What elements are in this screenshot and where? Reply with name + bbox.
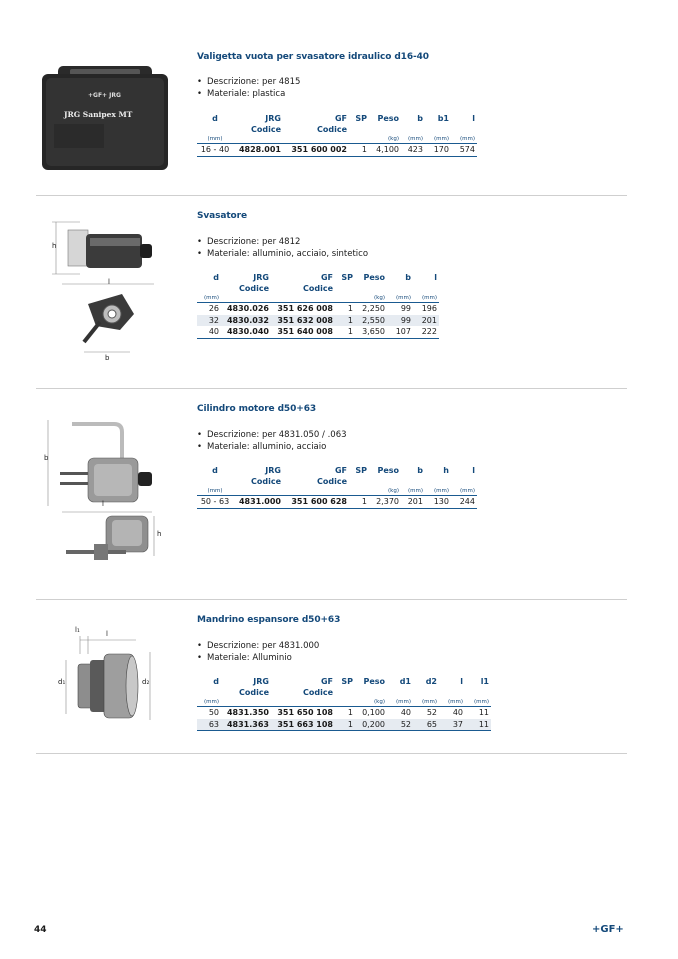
col-header: GF <box>320 677 333 686</box>
cell-b: 423 <box>401 144 425 157</box>
table-header-row <box>197 676 491 687</box>
cell-b: 99 <box>387 315 413 327</box>
case-name-label: JRG Sanipex MT <box>64 110 133 119</box>
section-divider <box>36 753 627 754</box>
col-header: Peso <box>363 677 385 686</box>
col-header: Peso <box>363 273 385 282</box>
cell-d2: 65 <box>413 719 439 731</box>
unit-label: (mm) <box>413 698 439 707</box>
section-divider <box>36 388 627 389</box>
cell-l: 201 <box>413 315 439 327</box>
col-header: JRG <box>265 114 281 123</box>
cell-weight: 2,250 <box>362 304 385 313</box>
dim-label-b: b <box>105 354 110 362</box>
cell-l: 37 <box>439 719 465 731</box>
col-header: l <box>434 273 437 282</box>
col-header: d2 <box>425 677 437 686</box>
cell-jrg-code: 4831.000 <box>233 496 283 509</box>
cell-d: 63 <box>197 719 221 731</box>
unit-label: (mm) <box>387 698 413 707</box>
unit-label: (mm) <box>401 487 425 496</box>
table-row <box>197 315 439 327</box>
unit-label: (mm) <box>425 487 451 496</box>
bullet-item: • Descrizione: per 4812 <box>197 237 301 247</box>
cell-d1: 40 <box>400 708 411 717</box>
cell-sp: 1 <box>349 144 369 157</box>
gf-logo: +GF+ <box>592 924 624 935</box>
col-header: l <box>472 114 475 123</box>
section-title-expander-mandrel: Mandrino espansore d50+63 <box>197 615 341 625</box>
cell-l: 40 <box>452 708 463 717</box>
cell-d1: 52 <box>387 719 413 731</box>
unit-label: (mm) <box>197 698 221 707</box>
section-title-case: Valigetta vuota per svasatore idraulico d16-40 <box>197 52 429 62</box>
dim-label-h: h <box>52 242 57 250</box>
cell-gf-code: 351 600 628 <box>283 496 349 509</box>
col-subheader: Codice <box>316 477 347 486</box>
cell-weight: 3,650 <box>355 326 387 338</box>
dim-label-l: l <box>106 630 108 638</box>
cell-d: 26 <box>208 304 219 313</box>
cell-l: 222 <box>413 326 439 338</box>
table-subheader-row <box>197 687 491 698</box>
table-header-row <box>197 272 439 283</box>
cell-weight: 2,370 <box>369 496 401 509</box>
cell-gf-code: 351 600 002 <box>283 144 349 157</box>
cell-l: 196 <box>421 304 437 313</box>
cell-d: 32 <box>197 315 221 327</box>
cell-jrg-code: 4831.363 <box>221 719 271 731</box>
dim-label-l: l <box>108 278 110 286</box>
expander-mandrel-image <box>56 624 156 728</box>
cell-d: 16 - 40 <box>197 144 233 157</box>
unit-label: (mm) <box>197 135 233 144</box>
cell-weight: 4,100 <box>369 144 401 157</box>
col-header: d <box>212 114 218 123</box>
col-header: Peso <box>377 114 399 123</box>
cell-jrg-code: 4831.350 <box>226 708 269 717</box>
table-row <box>197 144 477 157</box>
dim-label-b: b <box>44 454 49 462</box>
bullet-list-case <box>197 76 300 100</box>
table-subheader-row <box>197 283 439 294</box>
spec-table-case <box>197 113 477 157</box>
bullet-item: • Materiale: plastica <box>197 89 286 99</box>
col-subheader: Codice <box>238 284 269 293</box>
col-subheader: Codice <box>250 125 281 134</box>
col-header: JRG <box>253 677 269 686</box>
cell-gf-code: 351 626 008 <box>277 304 333 313</box>
unit-label: (mm) <box>451 487 477 496</box>
cell-gf-code: 351 640 008 <box>271 326 335 338</box>
table-units-row <box>197 698 491 707</box>
col-header: l1 <box>480 677 489 686</box>
col-header: h <box>443 466 449 475</box>
cell-d2: 52 <box>426 708 437 717</box>
table-row <box>197 719 491 731</box>
cell-sp: 1 <box>347 304 353 313</box>
unit-label: (mm) <box>197 294 221 303</box>
cell-l1: 11 <box>465 719 491 731</box>
unit-label: (mm) <box>197 487 233 496</box>
bullet-list-flaring-tool <box>197 236 368 260</box>
col-header: b1 <box>437 114 449 123</box>
col-subheader: Codice <box>302 284 333 293</box>
col-header: d <box>213 677 219 686</box>
flaring-tool-image <box>50 218 160 370</box>
col-header: JRG <box>265 466 281 475</box>
bullet-item: • Descrizione: per 4815 <box>197 77 301 87</box>
cell-b: 107 <box>387 326 413 338</box>
section-title-flaring-tool: Svasatore <box>197 211 247 221</box>
col-header: SP <box>341 677 353 686</box>
unit-label: (mm) <box>401 135 425 144</box>
table-row <box>197 326 439 338</box>
bullet-list-motor-cylinder <box>197 429 347 453</box>
unit-label: (mm) <box>413 294 439 303</box>
cell-gf-code: 351 632 008 <box>271 315 335 327</box>
col-subheader: Codice <box>316 125 347 134</box>
col-header: SP <box>355 466 367 475</box>
cell-d: 50 - 63 <box>197 496 233 509</box>
unit-label: (kg) <box>355 294 387 303</box>
bullet-item: • Materiale: alluminio, acciaio <box>197 442 327 452</box>
unit-label: (mm) <box>425 135 451 144</box>
cell-weight: 0,100 <box>362 708 385 717</box>
col-subheader: Codice <box>302 688 333 697</box>
table-row <box>197 496 477 509</box>
cell-sp: 1 <box>335 719 355 731</box>
bullet-item: • Materiale: Alluminio <box>197 653 292 663</box>
cell-sp: 1 <box>335 315 355 327</box>
col-header: GF <box>334 114 347 123</box>
col-header: Peso <box>377 466 399 475</box>
spec-table-motor-cylinder <box>197 465 477 509</box>
cell-gf-code: 351 663 108 <box>271 719 335 731</box>
cell-sp: 1 <box>335 326 355 338</box>
dim-label-d1: d₁ <box>58 678 66 686</box>
table-row <box>197 707 491 719</box>
carrying-case-image <box>40 64 170 178</box>
cell-jrg-code: 4828.001 <box>233 144 283 157</box>
col-header: d1 <box>399 677 411 686</box>
cell-d: 50 <box>208 708 219 717</box>
cell-b1: 170 <box>425 144 451 157</box>
col-header: SP <box>355 114 367 123</box>
bullet-list-expander-mandrel <box>197 640 319 664</box>
section-divider <box>36 599 627 600</box>
table-units-row <box>197 135 477 144</box>
spec-table-expander-mandrel <box>197 676 491 731</box>
page-number: 44 <box>34 925 47 935</box>
col-header: b <box>417 466 423 475</box>
cell-jrg-code: 4830.032 <box>221 315 271 327</box>
table-header-row <box>197 465 477 476</box>
col-subheader: Codice <box>250 477 281 486</box>
col-header: GF <box>334 466 347 475</box>
dim-label-h: h <box>157 530 162 538</box>
cell-h: 130 <box>425 496 451 509</box>
unit-label: (mm) <box>439 698 465 707</box>
cell-weight: 2,550 <box>355 315 387 327</box>
col-header: GF <box>320 273 333 282</box>
col-header: d <box>212 466 218 475</box>
table-subheader-row <box>197 476 477 487</box>
unit-label: (mm) <box>387 294 413 303</box>
dim-label-d2: d₂ <box>142 678 150 686</box>
unit-label: (mm) <box>451 135 477 144</box>
cell-b: 99 <box>400 304 411 313</box>
section-title-motor-cylinder: Cilindro motore d50+63 <box>197 404 317 414</box>
unit-label: (kg) <box>369 135 401 144</box>
col-header: l <box>472 466 475 475</box>
table-row <box>197 303 439 315</box>
dim-label-l1: l₁ <box>75 626 80 634</box>
table-units-row <box>197 487 477 496</box>
col-header: b <box>417 114 423 123</box>
unit-label: (mm) <box>465 698 491 707</box>
col-header: b <box>405 273 411 282</box>
dim-label-l: l <box>102 500 104 508</box>
unit-label: (kg) <box>355 698 387 707</box>
col-header: SP <box>341 273 353 282</box>
cell-gf-code: 351 650 108 <box>277 708 333 717</box>
col-header: l <box>460 677 463 686</box>
case-brand-label: +GF+ JRG <box>88 92 121 99</box>
cell-b: 201 <box>401 496 425 509</box>
cell-l: 574 <box>451 144 477 157</box>
col-header: d <box>213 273 219 282</box>
col-subheader: Codice <box>238 688 269 697</box>
cell-sp: 1 <box>349 496 369 509</box>
table-units-row <box>197 294 439 303</box>
cell-d: 40 <box>197 326 221 338</box>
bullet-item: • Descrizione: per 4831.050 / .063 <box>197 430 347 440</box>
cell-l1: 11 <box>478 708 489 717</box>
bullet-item: • Materiale: alluminio, acciaio, sintetico <box>197 249 369 259</box>
cell-jrg-code: 4830.026 <box>226 304 269 313</box>
spec-table-flaring-tool <box>197 272 439 339</box>
table-header-row <box>197 113 477 124</box>
cell-sp: 1 <box>347 708 353 717</box>
col-header: JRG <box>253 273 269 282</box>
cell-weight: 0,200 <box>355 719 387 731</box>
table-subheader-row <box>197 124 477 135</box>
section-divider <box>36 195 627 196</box>
bullet-item: • Descrizione: per 4831.000 <box>197 641 320 651</box>
cell-jrg-code: 4830.040 <box>221 326 271 338</box>
unit-label: (kg) <box>369 487 401 496</box>
motor-cylinder-image <box>42 416 166 570</box>
cell-l: 244 <box>451 496 477 509</box>
